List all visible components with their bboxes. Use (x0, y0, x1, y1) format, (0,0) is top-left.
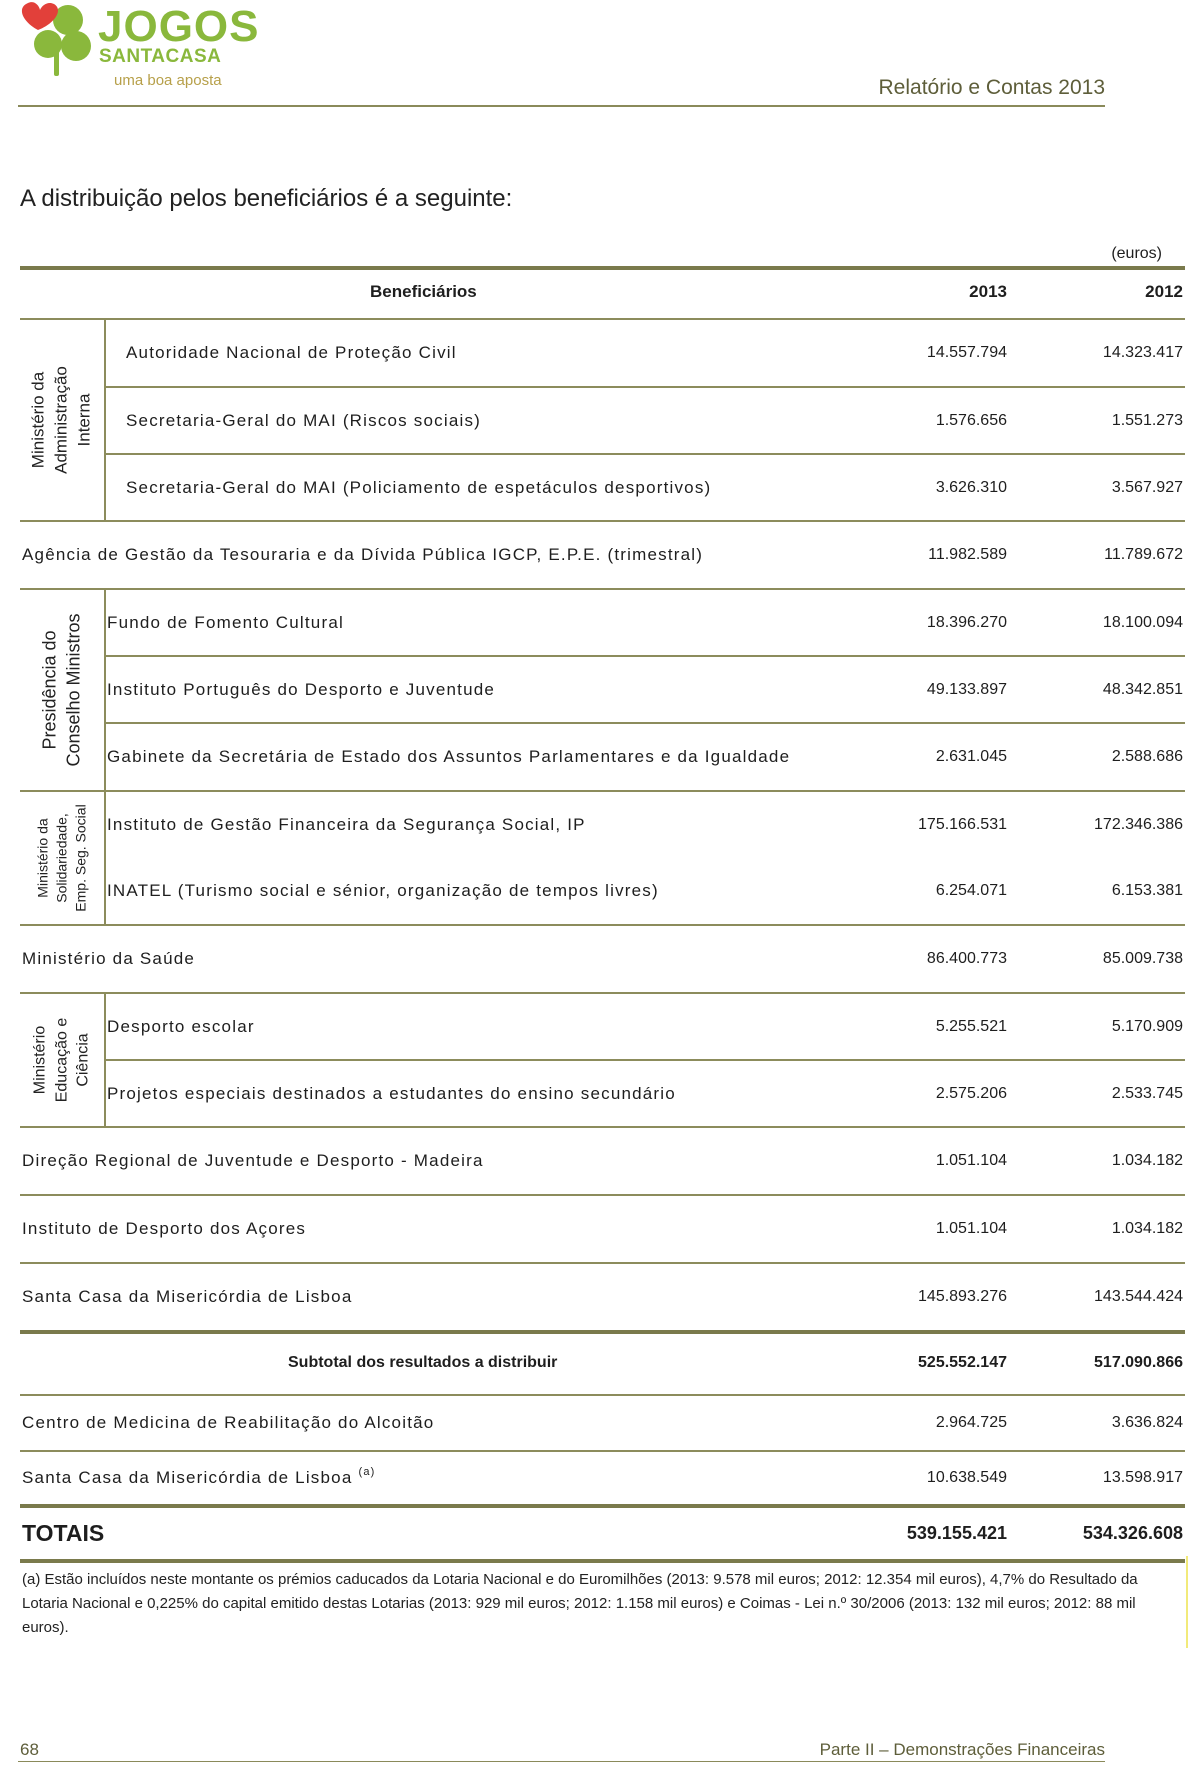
table-row (20, 320, 1185, 386)
row-value-2012: 18.100.094 (1102, 614, 1183, 631)
group-label-line: Conselho Ministros (64, 613, 84, 767)
row-value-2013: 1.051.104 (935, 1152, 1007, 1169)
table-row (20, 455, 1185, 521)
footnote-margin-mark (1186, 1556, 1188, 1648)
row-value-2013: 1.576.656 (935, 412, 1007, 429)
units-label: (euros) (1111, 245, 1162, 262)
row-value-2012: 11.789.672 (1104, 546, 1183, 563)
logo-tagline: uma boa aposta (114, 72, 222, 89)
row-value-2012: 14.323.417 (1102, 344, 1183, 361)
row-value-2013: 2.575.206 (935, 1085, 1007, 1102)
row-value-2013: 49.133.897 (926, 681, 1007, 698)
table-row (20, 522, 1185, 588)
row-label: Gabinete da Secretária de Estado dos Assuntos Parlamentares e da Igualdade (107, 747, 791, 766)
row-label: Ministério da Saúde (22, 949, 196, 968)
row-value-2012: 48.342.851 (1102, 681, 1183, 698)
totals-row (20, 1508, 1185, 1558)
footnote-ref: (a) (358, 1466, 376, 1478)
table-row (20, 724, 1185, 790)
row-label: Fundo de Fomento Cultural (107, 613, 344, 632)
group-label-line: Educação e (53, 1017, 71, 1103)
table-row (20, 1396, 1185, 1450)
row-value-2012: 85.009.738 (1102, 950, 1183, 967)
group-label-line: Presidência do (39, 630, 60, 750)
row-label: Centro de Medicina de Reabilitação do Alcoitão (22, 1413, 435, 1432)
row-value-2013: 145.893.276 (918, 1288, 1007, 1305)
row-value-2012: 1.551.273 (1111, 412, 1183, 429)
footer-divider (18, 1761, 1105, 1762)
footer-section-title: Parte II – Demonstrações Financeiras (819, 1740, 1105, 1759)
row-value-2013: 3.626.310 (935, 479, 1007, 496)
table-row (20, 1196, 1185, 1262)
subtotal-value-2013: 525.552.147 (918, 1354, 1007, 1371)
table-row (20, 590, 1185, 656)
subtotal-value-2012: 517.090.866 (1094, 1354, 1183, 1371)
row-value-2013: 86.400.773 (926, 950, 1007, 967)
row-label: Secretaria-Geral do MAI (Policiamento de espetáculos desportivos) (126, 478, 712, 497)
row-value-2012: 6.153.381 (1111, 882, 1183, 899)
group-label-line: Ministério da (34, 818, 51, 898)
table-row (20, 1128, 1185, 1194)
row-label: Desporto escolar (107, 1017, 255, 1036)
row-value-2012: 3.636.824 (1111, 1414, 1183, 1431)
group-label-line: Ministério (31, 1025, 49, 1095)
row-label: Instituto de Desporto dos Açores (22, 1219, 307, 1238)
row-value-2013: 14.557.794 (926, 344, 1007, 361)
row-label: Agência de Gestão da Tesouraria e da Dívida Pública IGCP, E.P.E. (trimestral) (22, 545, 704, 564)
row-value-2012: 2.588.686 (1111, 748, 1183, 765)
row-label: Secretaria-Geral do MAI (Riscos sociais) (126, 411, 482, 430)
row-label: Instituto de Gestão Financeira da Segurança Social, IP (107, 815, 586, 834)
page-number: 68 (20, 1740, 39, 1759)
table-row (20, 858, 1185, 924)
subtotal-row (20, 1334, 1185, 1392)
table-row (20, 1452, 1185, 1504)
row-label: INATEL (Turismo social e sénior, organização de tempos livres) (107, 881, 659, 900)
group-label-line: Administração (51, 366, 71, 474)
logo-wordmark: JOGOS (98, 2, 260, 51)
row-label: Instituto Português do Desporto e Juventude (107, 680, 496, 699)
col-header-2013: 2013 (969, 282, 1007, 301)
col-header-2012: 2012 (1145, 282, 1183, 301)
row-label: Projetos especiais destinados a estudantes do ensino secundário (107, 1084, 676, 1103)
row-label-text: Santa Casa da Misericórdia de Lisboa (22, 1468, 353, 1487)
row-value-2012: 3.567.927 (1111, 479, 1183, 496)
header-divider (18, 105, 1105, 107)
jogos-santacasa-logo (18, 0, 260, 96)
row-value-2012: 143.544.424 (1094, 1288, 1183, 1305)
row-value-2012: 2.533.745 (1111, 1085, 1183, 1102)
table-row (20, 792, 1185, 858)
intro-text: A distribuição pelos beneficiários é a seguinte: (20, 185, 513, 212)
row-value-2013: 5.255.521 (935, 1018, 1007, 1035)
group-label-line: Solidariedade, (53, 813, 70, 903)
subtotal-label: Subtotal dos resultados a distribuir (288, 1354, 558, 1371)
row-label: Autoridade Nacional de Proteção Civil (126, 343, 457, 362)
row-label: Direção Regional de Juventude e Desporto - Madeira (22, 1151, 484, 1170)
footnote-text: (a) Estão incluídos neste montante os prémios caducados da Lotaria Nacional e do Euromilhões (2013: 9.578 mil euros; 2012: 12.354 mil euros), 4,7% do Resultado da Lotaria Nacional e 0,225% do capital emitido destas Lotarias (2013: 929 mil euros; 2012: 1.158 mil euros) e Coimas - Lei n.º 30/2006 (2013: 132 mil euros; 2012: 88 mil euros). (22, 1571, 1138, 1636)
row-value-2012: 172.346.386 (1094, 816, 1183, 833)
table-header-row (20, 268, 1185, 316)
totals-value-2013: 539.155.421 (906, 1522, 1007, 1543)
logo-subtitle: SANTACASA (99, 46, 222, 67)
table-row (20, 926, 1185, 992)
clover-heart-icon (18, 0, 96, 80)
totals-label: TOTAIS (22, 1519, 105, 1546)
row-label: Santa Casa da Misericórdia de Lisboa (22, 1287, 353, 1306)
group-label-line: Emp. Seg. Social (72, 804, 89, 912)
row-value-2013: 18.396.270 (926, 614, 1007, 631)
table-row (20, 1264, 1185, 1330)
row-value-2013: 2.964.725 (935, 1414, 1007, 1431)
table-row (20, 1061, 1185, 1127)
group-label-line: Ciência (74, 1033, 92, 1087)
row-value-2012: 5.170.909 (1111, 1018, 1183, 1035)
row-value-2013: 10.638.549 (926, 1469, 1007, 1486)
table-row (20, 657, 1185, 723)
table-row (20, 388, 1185, 454)
row-value-2012: 13.598.917 (1102, 1469, 1183, 1486)
row-label (22, 1452, 376, 1504)
row-value-2012: 1.034.182 (1111, 1220, 1183, 1237)
row-value-2013: 1.051.104 (935, 1220, 1007, 1237)
col-header-beneficiaries: Beneficiários (370, 282, 477, 301)
row-value-2013: 2.631.045 (935, 748, 1007, 765)
row-value-2013: 175.166.531 (918, 816, 1007, 833)
group-label-line: Interna (74, 393, 94, 447)
report-title: Relatório e Contas 2013 (878, 76, 1105, 99)
row-value-2013: 6.254.071 (935, 882, 1007, 899)
row-value-2012: 1.034.182 (1111, 1152, 1183, 1169)
table-row (20, 994, 1185, 1060)
totals-bottom-rule (20, 1559, 1185, 1563)
totals-value-2012: 534.326.608 (1082, 1522, 1183, 1543)
group-label-line: Ministério da (28, 371, 48, 469)
row-value-2013: 11.982.589 (928, 546, 1007, 563)
